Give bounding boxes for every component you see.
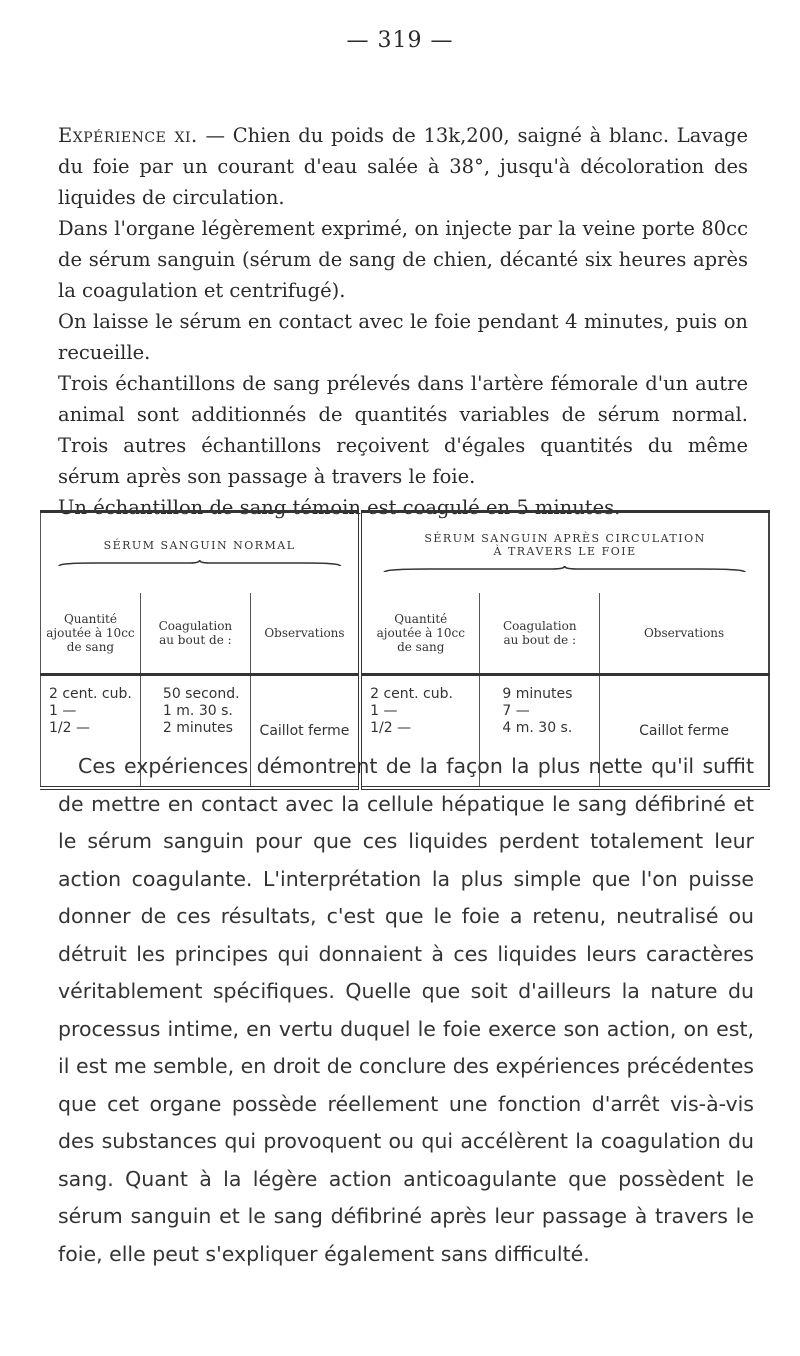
intro-paragraph-4: Trois échantillons de sang prélevés dans l'artère fémorale d'un autre animal sont additionnés de quantités variables de sérum normal. Trois autres échantillons reçoivent d'égales quantités du même sérum après son passage à travers le foie. [58,372,748,488]
group-header-after-liver-line1: SÉRUM SANGUIN APRÈS CIRCULATION [424,532,706,545]
experiment-description [58,120,748,523]
table-group-header-row [41,512,770,594]
intro-paragraph-1: — Chien du poids de 13k,200, saigné à blanc. Lavage du foie par un courant d'eau salée à 38°, jusqu'à décoloration des liquides de circulation. [58,124,748,209]
header-text: au bout de : [159,633,232,647]
cell-value: 1 m. 30 s. [162,703,233,719]
header-text: Quantité [394,612,448,626]
brace-icon [382,566,747,574]
cell-value: 2 cent. cub. [370,686,453,702]
intro-paragraph-2: Dans l'organe légèrement exprimé, on injecte par la veine porte 80cc de sérum sanguin (sérum de sang de chien, décanté six heures après la coagulation et centrifugé). [58,217,748,302]
group-header-normal-label: SÉRUM SANGUIN NORMAL [103,538,296,552]
cell-value: 7 — [502,703,530,719]
col-header-coagulation-right [480,593,600,675]
intro-paragraph-3: On laisse le sérum en contact avec le foie pendant 4 minutes, puis on recueille. [58,310,748,364]
header-text: ajoutée à 10cc [376,626,465,640]
conclusion-paragraph [58,748,754,1273]
cell-value: 1 — [370,703,398,719]
group-header-after-liver [360,512,769,594]
header-text: de sang [66,640,115,654]
header-text: Observations [643,626,725,640]
group-header-after-liver-line2: À TRAVERS LE FOIE [493,545,637,558]
cell-value: 50 second. [162,686,240,702]
cell-value: 1/2 — [49,720,90,736]
cell-value: Caillot ferme [639,722,729,739]
page-number: — 319 — [346,28,454,53]
cell-value: 4 m. 30 s. [502,720,573,736]
header-text: au bout de : [503,633,577,647]
col-header-quantity-right [360,593,480,675]
header-text: de sang [397,640,445,654]
cell-value: 2 cent. cub. [49,686,132,702]
cell-value: 1/2 — [370,720,412,736]
conclusion-text: Ces expériences démontrent de la façon la plus nette qu'il suffit de mettre en contact avec la cellule hépatique le sang défibriné et le sérum sanguin pour que ces liquides perdent totalement leur action coagulante. L'interprétation la plus simple que l'on puisse donner de ces résultats, c'est que le foie a retenu, neutralisé ou détruit les principes qui donnaient à ces liquides leurs caractères véritablement spécifiques. Quelle que soit d'ailleurs la nature du processus intime, en vertu duquel le foie exerce son action, on est, il est me semble, en droit de conclure des expériences précédentes que cet organe possède réellement une fonction d'arrêt vis-à-vis des substances qui provoquent ou qui accélèrent la coagulation du sang. Quant à la légère action anticoagulante que possèdent le sérum sanguin et le sang défibriné après leur passage à travers le foie, elle peut s'expliquer également sans difficulté. [58,754,754,1266]
brace-icon [57,560,342,568]
experiment-label: Expérience xi. [58,124,198,147]
col-header-quantity-left [41,593,141,675]
header-text: Coagulation [158,619,233,633]
col-header-observations-left [250,593,360,675]
table-column-header-row [41,593,770,675]
header-text: ajoutée à 10cc [46,626,135,640]
header-text: Observations [264,626,345,640]
cell-value: 2 minutes [162,720,233,736]
cell-value: 1 — [49,703,77,719]
header-text: Coagulation [502,619,577,633]
col-header-observations-right [600,593,769,675]
group-header-normal-serum [41,512,361,594]
col-header-coagulation-left [140,593,250,675]
header-text: Quantité [63,612,117,626]
cell-value: Caillot ferme [259,722,350,739]
intro-paragraph-5: Un échantillon de sang témoin est coagulé en 5 minutes. [58,496,621,519]
cell-value: 9 minutes [502,686,573,702]
